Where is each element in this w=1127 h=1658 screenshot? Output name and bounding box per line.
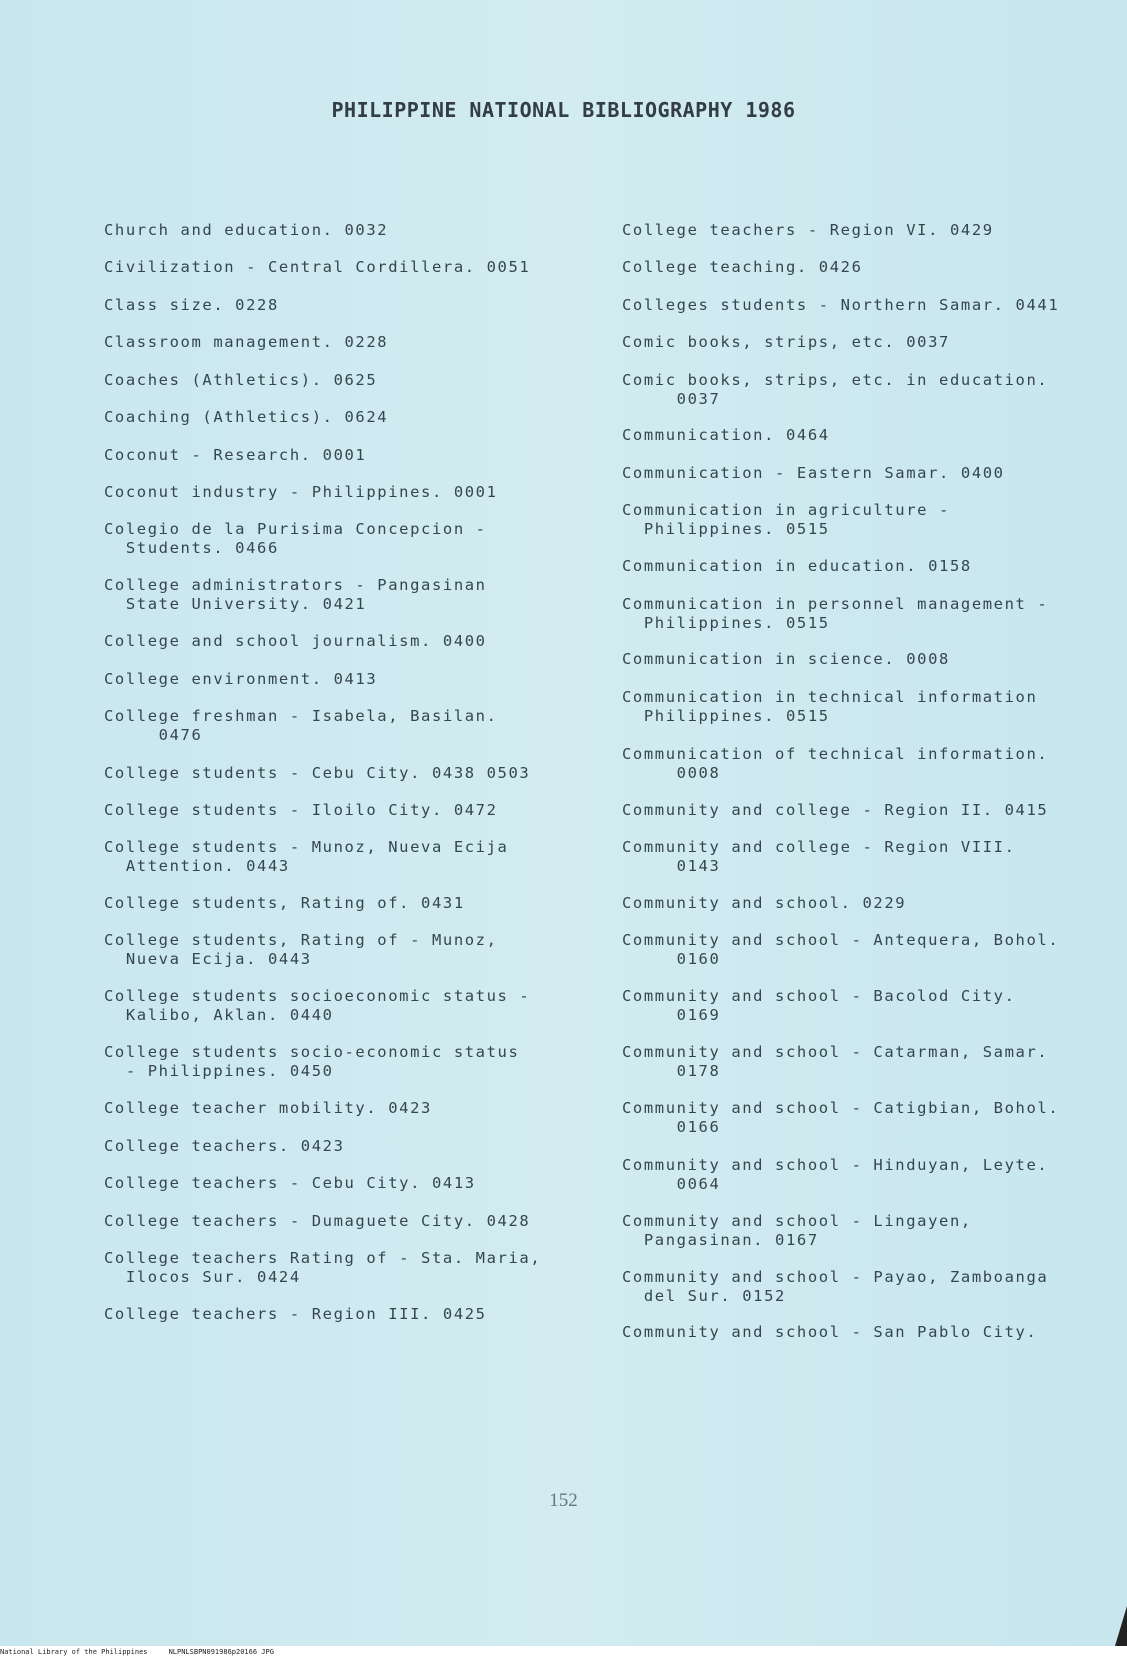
index-entry: Community and school - Payao, Zamboanga del Sur. 0152 xyxy=(622,1268,1049,1305)
index-entry: Comic books, strips, etc. in education. 0037 xyxy=(622,371,1049,408)
page-title: PHILIPPINE NATIONAL BIBLIOGRAPHY 1986 xyxy=(331,98,796,122)
index-entry: Community and school - Catarman, Samar. 0178 xyxy=(622,1043,1049,1080)
index-entry: College students socio-economic status - Philippines. 0450 xyxy=(104,1043,520,1080)
index-entry: College teachers. 0423 xyxy=(104,1137,345,1155)
index-entry: Community and school. 0229 xyxy=(622,894,907,912)
index-entry: College students, Rating of - Munoz, Nueva Ecija. 0443 xyxy=(104,931,498,968)
index-entry: Communication. 0464 xyxy=(622,426,830,444)
index-entry: Coaches (Athletics). 0625 xyxy=(104,371,378,389)
index-entry: Class size. 0228 xyxy=(104,296,279,314)
index-entry: Civilization - Central Cordillera. 0051 xyxy=(104,258,531,276)
index-entry: College freshman - Isabela, Basilan. 0476 xyxy=(104,707,498,744)
index-entry: Colegio de la Purisima Concepcion - Students. 0466 xyxy=(104,520,487,557)
index-entry: Classroom management. 0228 xyxy=(104,333,389,351)
index-entry: College teaching. 0426 xyxy=(622,258,863,276)
page-number: 152 xyxy=(549,1490,578,1511)
index-entry: College teacher mobility. 0423 xyxy=(104,1099,432,1117)
index-entry: Community and school - Hinduyan, Leyte. 0064 xyxy=(622,1156,1049,1193)
index-entry: Community and school - Bacolod City. 0169 xyxy=(622,987,1016,1024)
index-entry: Coaching (Athletics). 0624 xyxy=(104,408,389,426)
index-entry: College administrators - Pangasinan State University. 0421 xyxy=(104,576,487,613)
page-corner-shadow xyxy=(1115,1606,1127,1646)
index-entry: College students socioeconomic status - Kalibo, Aklan. 0440 xyxy=(104,987,531,1024)
index-entry: College and school journalism. 0400 xyxy=(104,632,487,650)
scan-footer: National Library of the Philippines NLPNLSBPN091986p20166 JPG xyxy=(0,1646,1127,1658)
index-entry: College teachers - Dumaguete City. 0428 xyxy=(104,1212,531,1230)
index-entry: College students, Rating of. 0431 xyxy=(104,894,465,912)
index-entry: Colleges students - Northern Samar. 0441 xyxy=(622,296,1060,314)
index-entry: College teachers Rating of - Sta. Maria, Ilocos Sur. 0424 xyxy=(104,1249,542,1286)
index-entry: Communication in agriculture - Philippines. 0515 xyxy=(622,501,950,538)
index-entry: College students - Munoz, Nueva Ecija Attention. 0443 xyxy=(104,838,509,875)
index-entry: Communication in education. 0158 xyxy=(622,557,972,575)
index-entry: Comic books, strips, etc. 0037 xyxy=(622,333,950,351)
index-entry: College teachers - Cebu City. 0413 xyxy=(104,1174,476,1192)
index-entry: Communication in science. 0008 xyxy=(622,650,950,668)
index-entry: College students - Iloilo City. 0472 xyxy=(104,801,498,819)
index-entry: Community and college - Region VIII. 0143 xyxy=(622,838,1016,875)
index-entry: College environment. 0413 xyxy=(104,670,378,688)
index-entry: Communication - Eastern Samar. 0400 xyxy=(622,464,1005,482)
index-entry: Community and school - Catigbian, Bohol. 0166 xyxy=(622,1099,1060,1136)
index-entry: College teachers - Region III. 0425 xyxy=(104,1305,487,1323)
index-entry: Community and school - San Pablo City. xyxy=(622,1323,1038,1341)
index-entry: Community and school - Antequera, Bohol. 0160 xyxy=(622,931,1060,968)
index-entry: Community and college - Region II. 0415 xyxy=(622,801,1049,819)
index-entry: Communication in personnel management - Philippines. 0515 xyxy=(622,595,1049,632)
index-entry: Coconut industry - Philippines. 0001 xyxy=(104,483,498,501)
index-entry: Community and school - Lingayen, Pangasinan. 0167 xyxy=(622,1212,972,1249)
index-entry: Communication in technical information Philippines. 0515 xyxy=(622,688,1038,725)
index-entry: College students - Cebu City. 0438 0503 xyxy=(104,764,531,782)
index-entry: Coconut - Research. 0001 xyxy=(104,446,367,464)
index-entry: College teachers - Region VI. 0429 xyxy=(622,221,994,239)
index-entry: Church and education. 0032 xyxy=(104,221,389,239)
index-entry: Communication of technical information. 0008 xyxy=(622,745,1049,782)
